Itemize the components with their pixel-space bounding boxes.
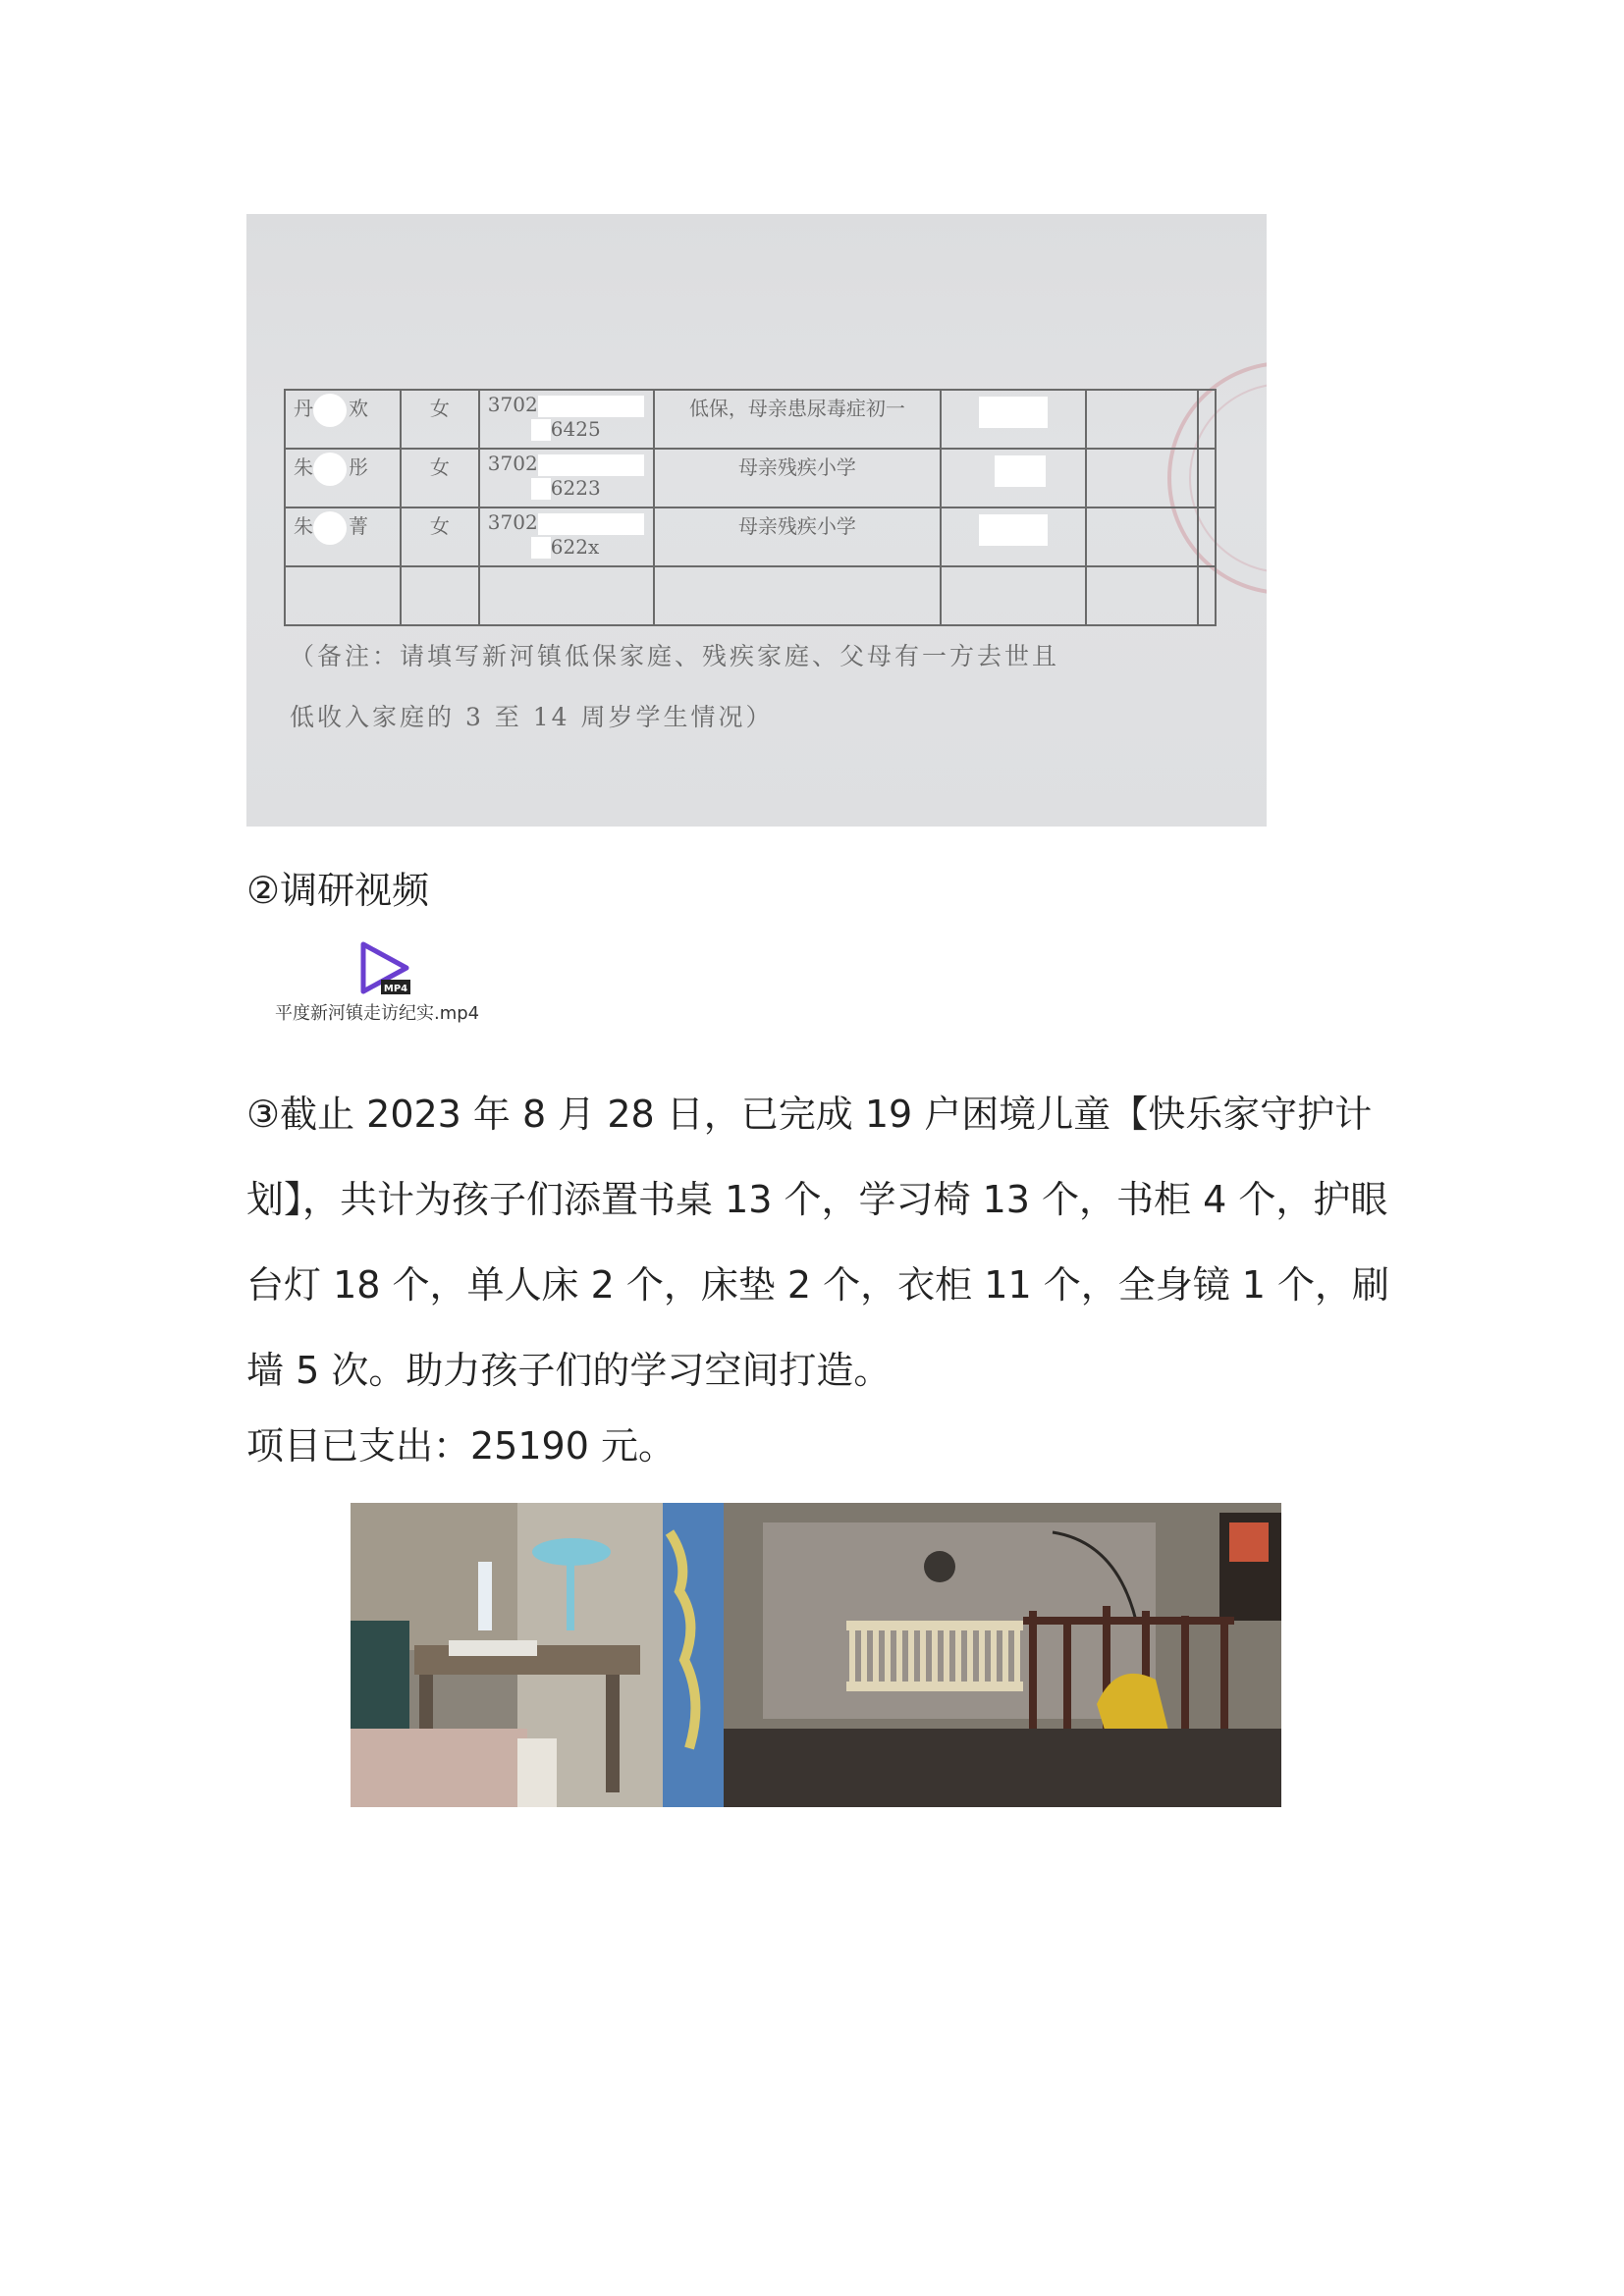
table-row — [285, 566, 1216, 625]
expense-line: 项目已支出：25190 元。 — [246, 1424, 676, 1468]
section-heading-video: ②调研视频 — [246, 869, 430, 912]
form-remark: （备注：请填写新河镇低保家庭、残疾家庭、父母有一方去世且 低收入家庭的 3 至 14 周岁学生情况） — [290, 642, 1060, 731]
play-video-icon[interactable] — [357, 940, 412, 997]
room-photo-empty-room — [724, 1503, 1281, 1807]
scanned-form-image — [246, 214, 1267, 827]
redaction-blot — [313, 453, 347, 486]
redaction-bar — [538, 454, 644, 476]
video-badge: MP4 — [383, 984, 408, 994]
video-filename[interactable]: 平度新河镇走访纪实.mp4 — [275, 1003, 480, 1024]
redaction-bar — [995, 455, 1046, 487]
redaction-bar — [531, 537, 551, 559]
progress-paragraph: ③截止 2023 年 8 月 28 日，已完成 19 户困境儿童【快乐家守护计划】，共计为孩子们添置书桌 13 个，学习椅 13 个，书柜 4 个，护眼台灯 18 个，单人床 2 个，床垫 2 个，衣柜 11 个，全身镜 1 个，刷墙 5 次。助力孩子们的学习空间打造。 — [246, 1093, 1390, 1392]
redaction-bar — [531, 419, 551, 441]
redaction-bar — [979, 514, 1048, 546]
redaction-blot — [313, 511, 347, 545]
video-attachment[interactable] — [275, 940, 511, 1025]
table-row: 丹 欢 女 3702 6425 低保，母亲患尿毒症初一 — [285, 390, 1216, 449]
redaction-bar — [979, 397, 1048, 428]
redaction-bar — [538, 513, 644, 535]
redaction-blot — [313, 394, 347, 427]
redaction-bar — [538, 396, 644, 417]
room-photo-desk — [351, 1503, 724, 1807]
table-row: 朱 彤 女 3702 6223 母亲残疾小学 — [285, 449, 1216, 507]
table-row: 朱 菁 女 3702 622x 母亲残疾小学 — [285, 507, 1216, 566]
redaction-bar — [531, 478, 551, 500]
student-table — [284, 389, 1217, 626]
